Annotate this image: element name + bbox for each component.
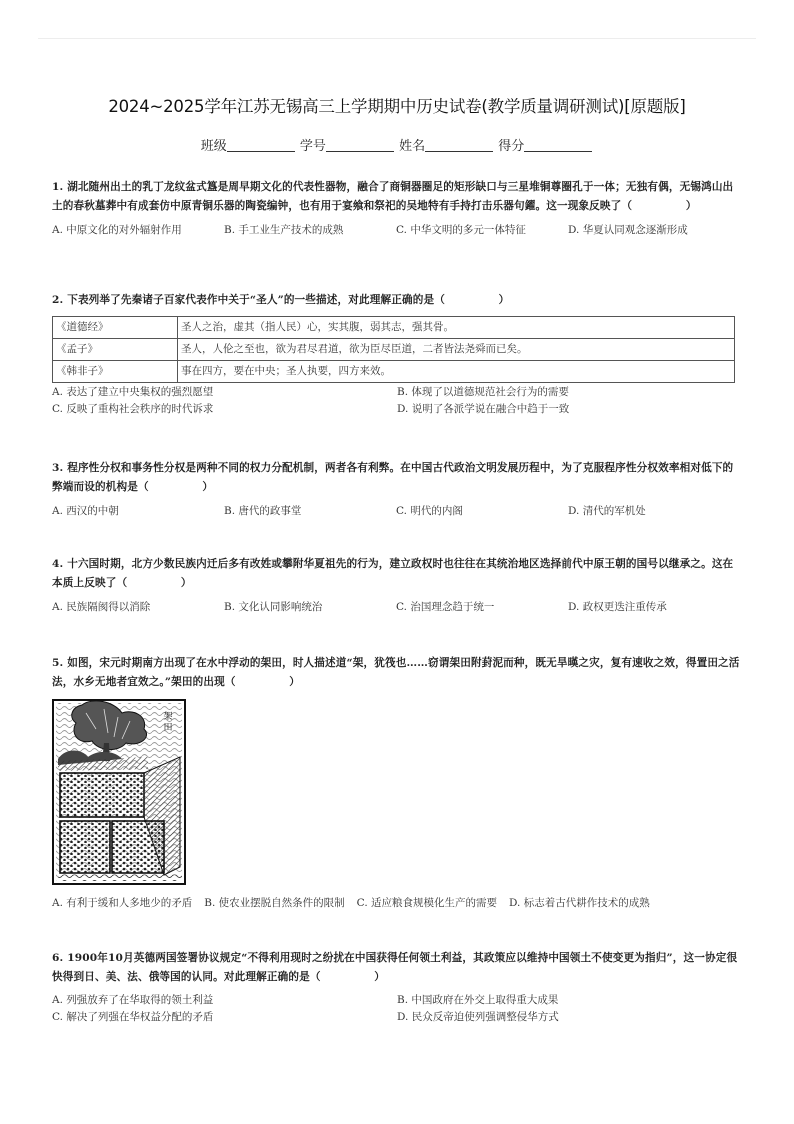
question-stem: 4. 十六国时期，北方少数民族内迁后多有改姓或攀附华夏祖先的行为，建立政权时也往往在其统治地区选择前代中原王朝的国号以继承之。这在本质上反映了（ ） <box>52 558 734 589</box>
question-stem: 3. 程序性分权和事务性分权是两种不同的权力分配机制，两者各有利弊。在中国古代政治文明发展历程中，为了克服程序性分权效率相对低下的弊端而设的机构是（ ） <box>52 462 734 493</box>
option-c[interactable]: C. 解决了列强在华权益分配的矛盾 <box>52 1011 214 1023</box>
option-c[interactable]: C. 明代的内阁 <box>396 505 463 517</box>
option-b[interactable]: B. 使农业摆脱自然条件的限制 <box>204 897 345 909</box>
option-d[interactable]: D. 民众反帝迫使列强调整侵华方式 <box>397 1011 559 1023</box>
question-stem: 2. 下表列举了先秦诸子百家代表作中关于“圣人”的一些描述，对此理解正确的是（ ） <box>52 294 510 306</box>
student-info-line <box>0 135 794 154</box>
option-d[interactable]: D. 标志着古代耕作技术的成熟 <box>509 897 650 909</box>
class-field[interactable] <box>227 137 295 152</box>
score-field[interactable] <box>524 137 592 152</box>
saint-quotes-table <box>52 316 735 383</box>
option-b[interactable]: B. 文化认同影响统治 <box>224 601 323 613</box>
option-d[interactable]: D. 清代的军机处 <box>568 505 646 517</box>
table-cell: 事在四方，要在中央；圣人执要，四方来效。 <box>178 361 735 383</box>
options <box>52 894 742 913</box>
question-6 <box>52 949 742 1026</box>
options <box>52 502 742 521</box>
option-d[interactable]: D. 政权更迭注重传承 <box>568 601 667 613</box>
options <box>52 598 742 617</box>
table-row <box>53 317 735 339</box>
options <box>52 384 742 418</box>
option-b[interactable]: B. 手工业生产技术的成熟 <box>224 224 344 236</box>
option-a[interactable]: A. 西汉的中朝 <box>52 505 119 517</box>
question-2 <box>52 291 742 418</box>
options <box>52 221 742 240</box>
option-c[interactable]: C. 适应粮食规模化生产的需要 <box>356 897 498 909</box>
option-b[interactable]: B. 唐代的政事堂 <box>224 505 302 517</box>
name-field[interactable] <box>425 137 493 152</box>
figure-caption-bottom: 田 <box>163 723 173 733</box>
question-1 <box>52 178 742 240</box>
option-b[interactable]: B. 中国政府在外交上取得重大成果 <box>397 994 559 1006</box>
score-label: 得分 <box>498 139 525 154</box>
option-b[interactable]: B. 体现了以道德规范社会行为的需要 <box>397 386 569 398</box>
table-cell: 《道德经》 <box>53 317 178 339</box>
question-5 <box>52 654 742 913</box>
option-d[interactable]: D. 说明了各派学说在融合中趋于一致 <box>397 403 570 415</box>
question-3 <box>52 459 742 521</box>
question-stem: 1. 湖北随州出土的乳丁龙纹盆式簋是周早期文化的代表性器物，融合了商铜器圈足的矩形缺口与三星堆铜尊圈孔于一体；无独有偶，无锡鸿山出土的春秋墓葬中有成套仿中原青铜乐器的陶瓷编钟，也有用于宴飨和祭祀的吴地特有手持打击乐器句鑃。这一现象反映了（ ） <box>52 181 734 212</box>
question-stem: 6. 1900年10月英德两国签署协议规定“不得利用现时之纷扰在中国获得任何领土利益，其政策应以维持中国领土不使变更为指归”，这一协定很快得到日、美、法、俄等国的认同。对此理解正确的是（ ） <box>52 952 738 983</box>
option-c[interactable]: C. 治国理念趋于统一 <box>396 601 495 613</box>
option-a[interactable]: A. 表达了建立中央集权的强烈愿望 <box>52 386 214 398</box>
table-row <box>53 339 735 361</box>
question-4 <box>52 555 742 617</box>
option-d[interactable]: D. 华夏认同观念逐渐形成 <box>568 224 688 236</box>
table-cell: 《韩非子》 <box>53 361 178 383</box>
option-a[interactable]: A. 民族隔阂得以消除 <box>52 601 151 613</box>
option-a[interactable]: A. 有利于缓和人多地少的矛盾 <box>52 897 193 909</box>
student-id-field[interactable] <box>326 137 394 152</box>
class-label: 班级 <box>200 139 227 154</box>
option-a[interactable]: A. 列强放弃了在华取得的领土利益 <box>52 994 214 1006</box>
table-cell: 圣人，人伦之至也，欲为君尽君道，欲为臣尽臣道，二者皆法尧舜而已矣。 <box>178 339 735 361</box>
option-c[interactable]: C. 反映了重构社会秩序的时代诉求 <box>52 403 214 415</box>
question-stem: 5. 如图，宋元时期南方出现了在水中浮动的架田，时人描述道“架，犹筏也……窃谓架田附葑泥而种，既无旱暵之灾，复有速收之效，得置田之活法，水乡无地者宜效之。”架田的出现（ ） <box>52 657 740 688</box>
student-id-label: 学号 <box>299 139 326 154</box>
options <box>52 992 742 1026</box>
table-cell: 圣人之治，虚其（指人民）心，实其腹，弱其志，强其骨。 <box>178 317 735 339</box>
table-row <box>53 361 735 383</box>
option-a[interactable]: A. 中原文化的对外辐射作用 <box>52 224 182 236</box>
figure-caption-top: 架 <box>163 712 173 722</box>
page-top-rule <box>38 38 756 39</box>
table-cell: 《孟子》 <box>53 339 178 361</box>
name-label: 姓名 <box>399 139 426 154</box>
page-title: 2024~2025学年江苏无锡高三上学期期中历史试卷(教学质量调研测试)[原题版] <box>108 97 686 116</box>
option-c[interactable]: C. 中华文明的多元一体特征 <box>396 224 526 236</box>
floating-field-woodcut-image <box>52 699 186 885</box>
